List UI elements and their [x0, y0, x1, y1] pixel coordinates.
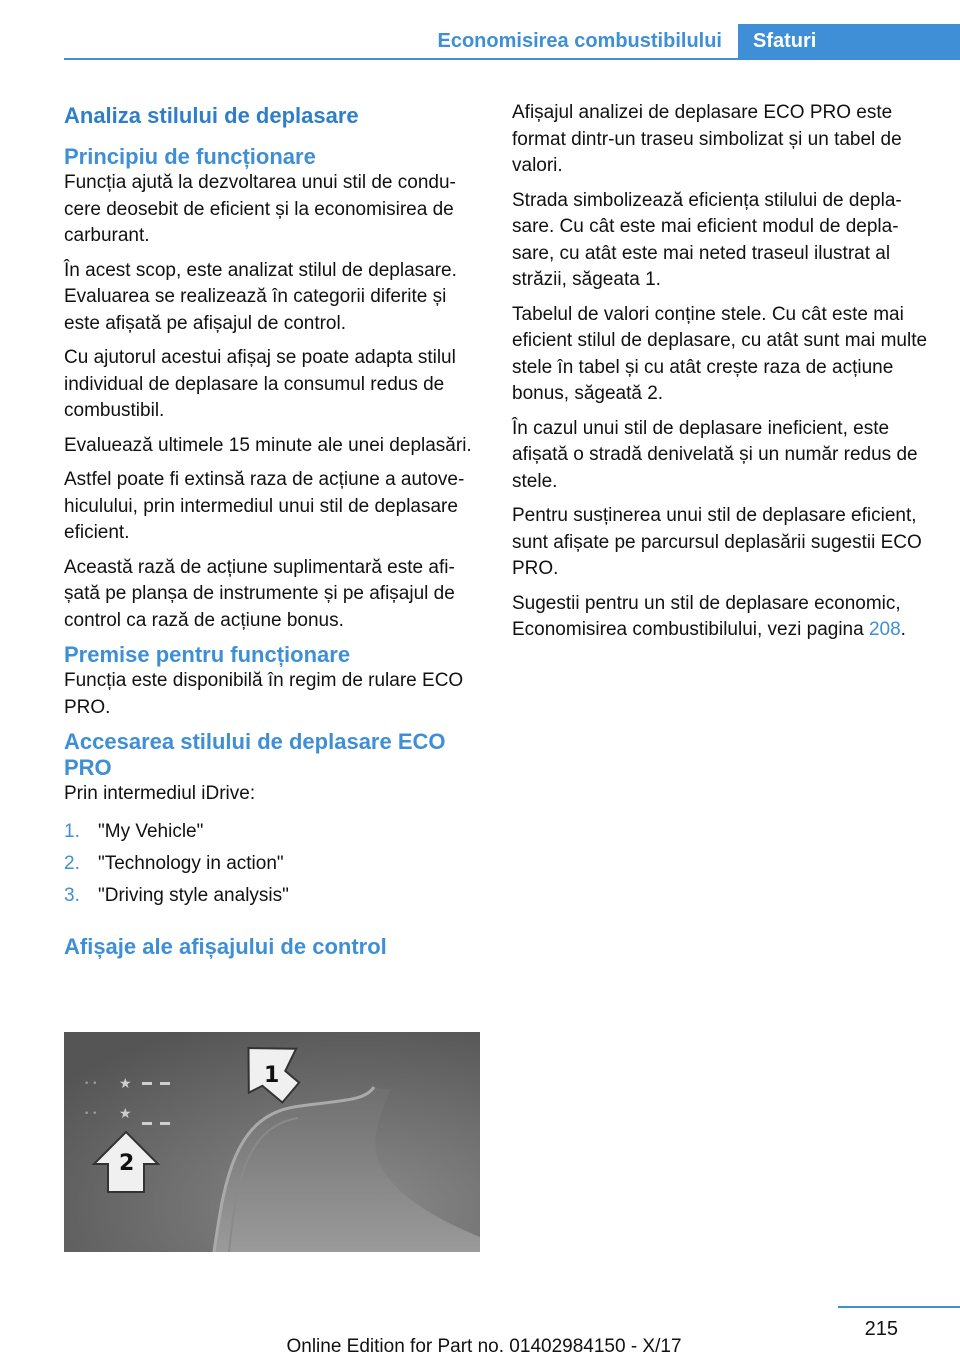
- paragraph: Funcția ajută la dezvoltarea unui stil de conducere deosebit de eficient și la economisirea de carburant.: [64, 172, 456, 246]
- svg-text:2: 2: [119, 1151, 135, 1176]
- punctuation: .: [900, 619, 906, 640]
- paragraph: Funcția este disponibilă în regim de rulare ECO PRO.: [64, 670, 464, 718]
- paragraph: Strada simbolizează eficiența stilului de deplasare. Cu cât este mai eficient modul de deplasare, cu atât este mai neted traseul ilustrat al străzii, săgeata 1.: [512, 189, 902, 290]
- paragraph: Tabelul de valori conține stele. Cu cât este mai eficient stilul de deplasare, cu atât sunt mai multe stele în tabel și cu atât crește raza de acțiune bonus, săgeată 2.: [512, 303, 928, 404]
- control-display-illustration: [64, 1032, 480, 1252]
- heading-displays: Afișaje ale afișajului de control: [64, 933, 387, 959]
- list-item: [64, 880, 484, 912]
- paragraph: Prin intermediul iDrive:: [64, 783, 256, 804]
- page-link[interactable]: 208: [868, 619, 901, 640]
- header-rule: [64, 58, 960, 60]
- list-item: [64, 848, 484, 880]
- footer-rule: [838, 1306, 960, 1308]
- right-column: [512, 100, 932, 652]
- step-text: "My Vehicle": [98, 820, 204, 842]
- edition-footer: Online Edition for Part no. 01402984150 - X/17: [286, 1336, 682, 1357]
- paragraph-with-link: [512, 591, 932, 644]
- heading-access: Accesarea stilului de deplasare ECO PRO: [64, 729, 446, 780]
- header-section-title: Economisirea combustibilului: [437, 30, 722, 52]
- road-illustration: [64, 1032, 480, 1252]
- star-icon: ★: [119, 1106, 132, 1122]
- heading-principle: Principiu de funcționare: [64, 144, 316, 169]
- paragraph-text: Sugestii pentru un stil de deplasare economic, Economisirea combustibilului, vezi pagina: [512, 592, 901, 640]
- left-column: [64, 100, 484, 960]
- page-number: 215: [864, 1318, 898, 1340]
- step-number: 2.: [64, 852, 80, 874]
- heading-prerequisites: Premise pentru funcționare: [64, 642, 351, 667]
- steps-list: [64, 816, 484, 912]
- paragraph: Afișajul analizei de deplasare ECO PRO este format dintr-un traseu simbolizat și un tabel de valori.: [512, 102, 902, 176]
- list-item: [64, 816, 484, 848]
- paragraph: Această rază de acțiune suplimentară este afișată pe planșa de instrumente și pe afișajul de control ca rază de acțiune bonus.: [64, 556, 455, 631]
- paragraph: În acest scop, este analizat stilul de deplasare. Evaluarea se realizează în categorii diferite și este afișată pe afișajul de control.: [64, 259, 457, 334]
- paragraph: Evaluează ultimele 15 minute ale unei deplasări.: [64, 434, 472, 456]
- step-number: 3.: [64, 884, 80, 906]
- paragraph: În cazul unui stil de deplasare ineficient, este afișată o stradă denivelată și un număr redus de stele.: [512, 417, 918, 492]
- step-number: 1.: [64, 820, 80, 842]
- paragraph: Pentru susținerea unui stil de deplasare eficient, sunt afișate pe parcursul deplasării sugestii ECO PRO.: [512, 505, 922, 579]
- header-tab[interactable]: Sfaturi: [738, 24, 960, 60]
- svg-text:• •: • •: [84, 1079, 98, 1089]
- step-text: "Driving style analysis": [98, 884, 289, 906]
- step-text: "Technology in action": [98, 852, 284, 874]
- paragraph: Astfel poate fi extinsă raza de acțiune a autovehiculului, prin intermediul unui stil de deplasare eficient.: [64, 469, 465, 543]
- paragraph: Cu ajutorul acestui afișaj se poate adapta stilul individual de deplasare la consumul redus de combustibil.: [64, 347, 456, 421]
- page-title: Analiza stilului de deplasare: [64, 103, 359, 128]
- svg-text:1: 1: [264, 1063, 280, 1088]
- star-icon: ★: [119, 1076, 132, 1092]
- svg-text:• •: • •: [84, 1109, 98, 1119]
